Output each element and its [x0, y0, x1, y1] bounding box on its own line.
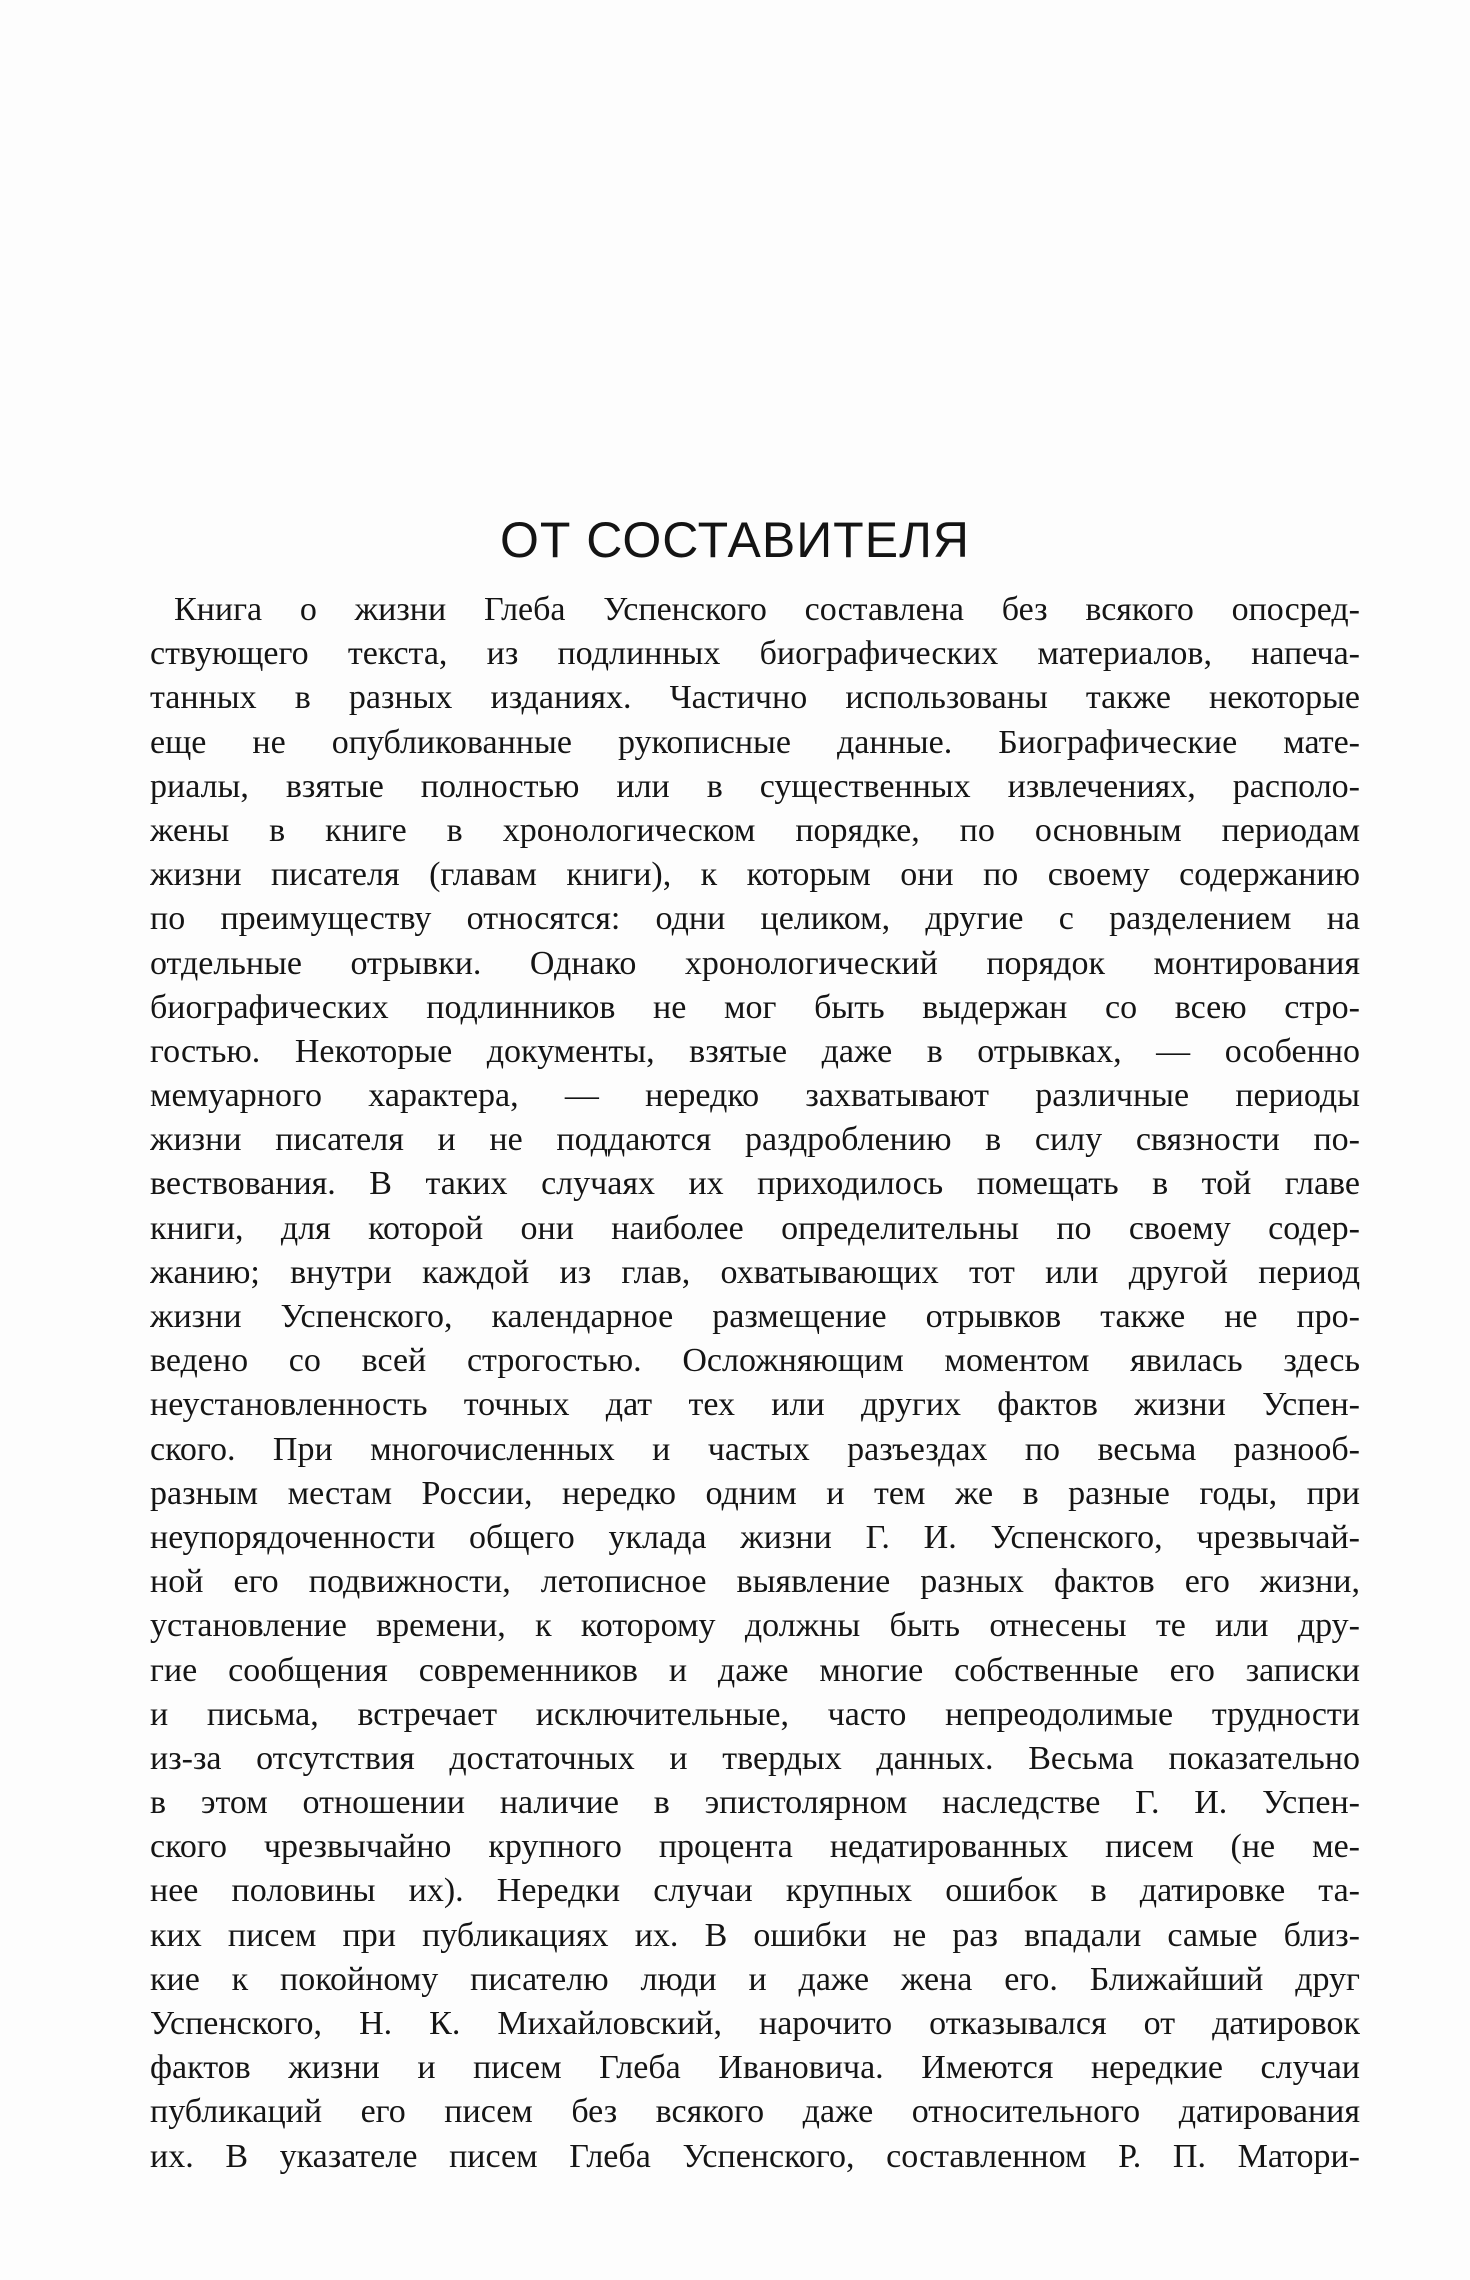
text-line: Книга о жизни Глеба Успенского составлена без всякого опосред-: [174, 591, 1360, 628]
text-line: жизни Успенского, календарное размещение отрывков также не про-: [150, 1298, 1360, 1335]
text-line: вествования. В таких случаях их приходилось помещать в той главе: [150, 1165, 1360, 1203]
text-line: риалы, взятые полностью или в существенных извлечениях, располо-: [150, 767, 1360, 805]
text-line: из-за отсутствия достаточных и твердых данных. Весьма показательно: [150, 1739, 1360, 1777]
text-line: биографических подлинников не мог быть выдержан со всею стро-: [150, 988, 1360, 1026]
text-line: жизни писателя и не поддаются раздроблению в силу связности по-: [150, 1121, 1360, 1159]
text-line: кие к покойному писателю люди и даже жена его. Ближайший друг: [150, 1960, 1360, 1998]
text-line: гостью. Некоторые документы, взятые даже в отрывках, — особенно: [150, 1032, 1360, 1070]
text-line: в этом отношении наличие в эпистолярном наследстве Г. И. Успен-: [150, 1784, 1360, 1822]
text-line: ких писем при публикациях их. В ошибки не раз впадали самые близ-: [150, 1916, 1360, 1954]
text-line: разным местам России, нередко одним и тем же в разные годы, при: [150, 1474, 1360, 1512]
text-line: установление времени, к которому должны быть отнесены те или дру-: [150, 1607, 1360, 1645]
text-line: ствующего текста, из подлинных биографических материалов, напеча-: [150, 635, 1360, 673]
text-line: жены в книге в хронологическом порядке, по основным периодам: [150, 811, 1360, 849]
text-line: неупорядоченности общего уклада жизни Г. И. Успенского, чрезвычай-: [150, 1518, 1360, 1556]
page-title: ОТ СОСТАВИТЕЛЯ: [499, 512, 970, 568]
text-line: танных в разных изданиях. Частично использованы также некоторые: [150, 679, 1360, 717]
text-line: по преимуществу относятся: одни целиком, другие с разделением на: [150, 900, 1360, 938]
text-line: жизни писателя (главам книги), к которым они по своему содержанию: [150, 856, 1360, 894]
text-line: и письма, встречает исключительные, часто непреодолимые трудности: [150, 1695, 1360, 1733]
text-line: ского чрезвычайно крупного процента недатированных писем (не ме-: [150, 1828, 1360, 1866]
text-line: фактов жизни и писем Глеба Ивановича. Имеются нередкие случаи: [150, 2049, 1360, 2087]
text-line: нее половины их). Нередки случаи крупных ошибок в датировке та-: [150, 1872, 1360, 1910]
text-line: книги, для которой они наиболее определительны по своему содер-: [150, 1209, 1360, 1247]
text-line: их. В указателе писем Глеба Успенского, составленном Р. П. Матори-: [150, 2137, 1360, 2175]
text-line: публикаций его писем без всякого даже относительного датирования: [150, 2093, 1360, 2131]
text-line: еще не опубликованные рукописные данные. Биографические мате-: [150, 723, 1360, 761]
text-line: отдельные отрывки. Однако хронологический порядок монтирования: [150, 944, 1360, 982]
text-line: ведено со всей строгостью. Осложняющим моментом явилась здесь: [150, 1342, 1360, 1380]
text-line: неустановленность точных дат тех или других фактов жизни Успен-: [150, 1386, 1360, 1424]
text-line: Успенского, Н. К. Михайловский, нарочито отказывался от датировок: [150, 2005, 1360, 2042]
text-line: ной его подвижности, летописное выявление разных фактов его жизни,: [150, 1563, 1360, 1601]
body-text: [150, 588, 1360, 2179]
text-line: мемуарного характера, — нередко захватывают различные периоды: [150, 1077, 1360, 1115]
text-line: жанию; внутри каждой из глав, охватывающих тот или другой период: [150, 1253, 1360, 1291]
text-line: ского. При многочисленных и частых разъездах по весьма разнооб-: [150, 1430, 1360, 1468]
text-line: гие сообщения современников и даже многие собственные его записки: [150, 1651, 1360, 1689]
